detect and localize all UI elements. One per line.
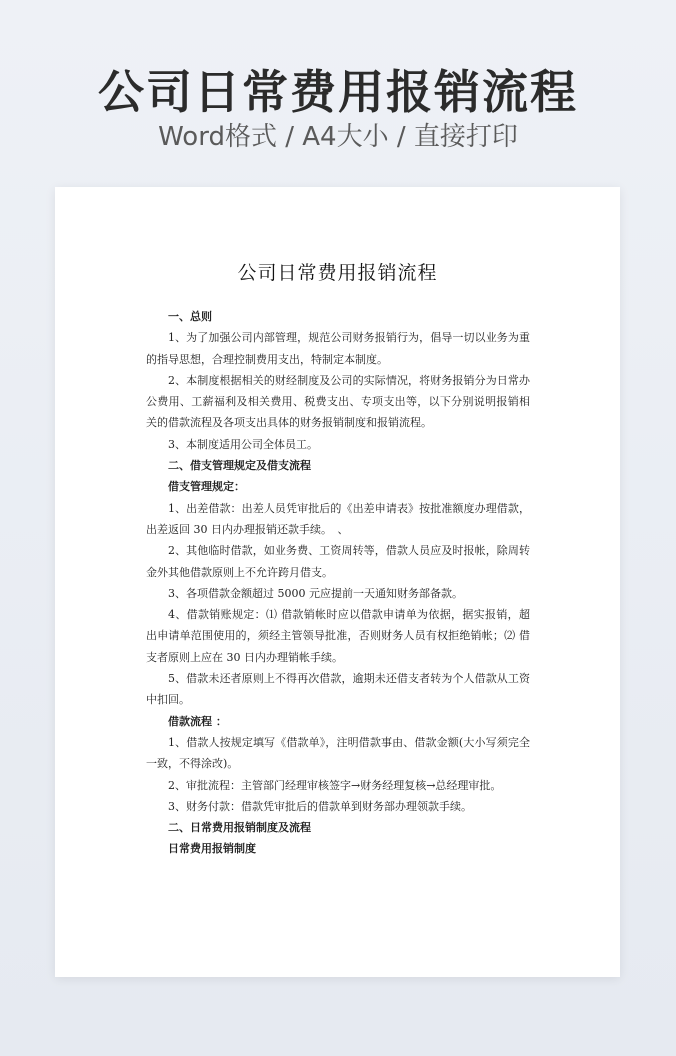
document-body (146, 306, 530, 860)
section-heading: 二、借支管理规定及借支流程 (168, 459, 311, 473)
banner (0, 0, 676, 180)
paragraph: 1、借款人按规定填写《借款单》，注明借款事由、借款金额(大小写须完全一致，不得涂改)。 (146, 735, 530, 771)
paragraph: 2、审批流程：主管部门经理审核签字→财务经理复核→总经理审批。 (168, 778, 502, 792)
paragraph: 3、本制度适用公司全体员工。 (168, 437, 318, 451)
paragraph: 1、出差借款：出差人员凭审批后的《出差申请表》按批准额度办理借款，出差返回 30 日内办理报销还款手续。 、 (146, 501, 530, 536)
section-heading: 二、日常费用报销制度及流程 (168, 821, 311, 835)
subsection-heading: 借支管理规定： (168, 480, 245, 494)
paragraph: 4、借款销账规定：⑴ 借款销帐时应以借款申请单为依据，据实报销，超出申请单范围使用的，须经主管领导批准，否则财务人员有权拒绝销帐；⑵ 借支者原则上应在 30 日内办理销帐手续。 (146, 608, 530, 664)
paragraph: 2、其他临时借款，如业务费、工资周转等，借款人员应及时报帐，除周转金外其他借款原则上不允许跨月借支。 (146, 544, 530, 579)
section-heading: 一、总则 (168, 310, 212, 323)
banner-subtitle: Word格式 / A4大小 / 直接打印 (158, 122, 518, 152)
document-title: 公司日常费用报销流程 (237, 262, 438, 284)
paragraph: 5、借款未还者原则上不得再次借款，逾期未还借支者转为个人借款从工资中扣回。 (146, 672, 530, 707)
paragraph: 3、财务付款：借款凭审批后的借款单到财务部办理领款手续。 (168, 799, 472, 813)
subsection-heading: 日常费用报销制度 (168, 842, 256, 856)
paragraph: 1、为了加强公司内部管理，规范公司财务报销行为，倡导一切以业务为重的指导思想，合理控制费用支出，特制定本制度。 (146, 331, 530, 366)
paragraph: 3、各项借款金额超过 5000 元应提前一天通知财务部备款。 (168, 586, 463, 600)
paragraph: 2、本制度根据相关的财经制度及公司的实际情况，将财务报销分为日常办公费用、工薪福利及相关费用、税费支出、专项支出等，以下分别说明报销相关的借款流程及各项支出具体的财务报销制度和报销流程。 (146, 373, 530, 430)
subsection-heading: 借款流程 ： (168, 714, 227, 728)
banner-title: 公司日常费用报销流程 (98, 65, 578, 119)
